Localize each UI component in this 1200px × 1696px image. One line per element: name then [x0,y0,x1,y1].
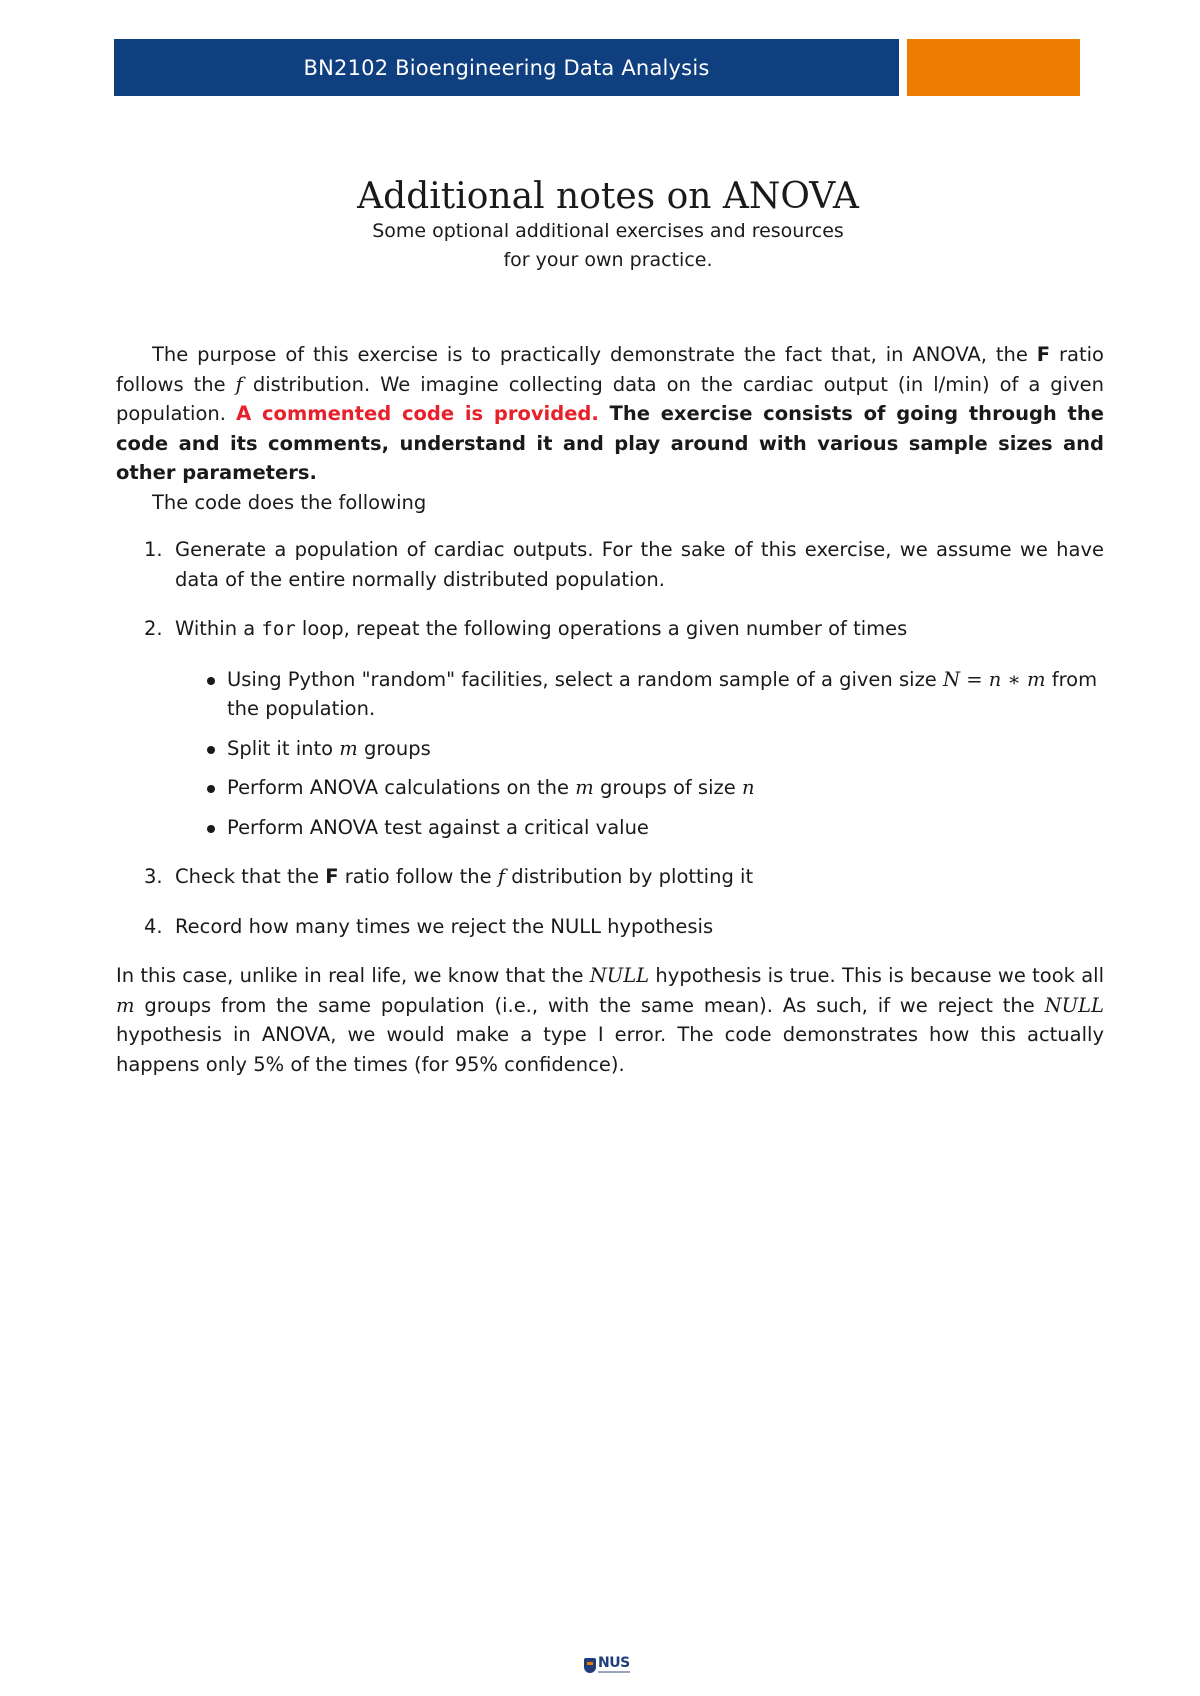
step-text [175,614,1104,645]
intro-text-2: ratio follows the [116,343,1104,396]
list-item [116,535,1104,594]
sub-step-text: groups [357,736,431,760]
subtitle-line-2: for your own practice. [503,249,713,271]
step-text-part: Check that the [175,865,326,888]
f-distribution-symbol: f [235,372,243,396]
intro-text-1: The purpose of this exercise is to practically demonstrate the fact that, in ANOVA, the [152,343,1037,366]
intro-text-3: distribution. We imagine collecting data on the cardiac output (in l/min) of a given population. [116,372,1104,425]
nus-logo-underline [598,1671,630,1673]
step-number: 1. [144,538,163,561]
closing-text: hypothesis is true. This is because we took all [649,964,1104,987]
intro-paragraph [116,340,1104,488]
sub-step-text: Split it into [227,736,340,760]
list-item [116,912,1104,942]
sub-step-text: Perform ANOVA test against a critical value [227,815,649,839]
list-item [175,813,1104,843]
sub-step-text: groups of size [593,776,742,799]
closing-paragraph [116,961,1104,1079]
document-subtitle [0,217,1200,275]
bullet-icon [207,746,215,754]
list-item [175,734,1104,764]
nus-logo [584,1656,632,1678]
math-symbol: m [116,993,135,1017]
closing-text: hypothesis in ANOVA, we would make a type I error. The code demonstrates how this actually happens only 5% of the times (for 95% confidence). [116,1023,1104,1076]
document-title: Additional notes on ANOVA [357,176,859,217]
step-text-part: distribution by plotting it [505,865,754,888]
sub-step-text: Perform ANOVA calculations on the [227,776,576,799]
bullet-icon [207,785,215,793]
course-banner [114,39,899,96]
code-provided-highlight: A commented code is provided. [236,402,599,425]
steps-lead: The code does the following [152,490,427,514]
orange-accent-block [907,39,1080,96]
closing-text: groups from the same population (i.e., with the same mean). As such, if we reject the [134,993,1045,1017]
exercise-instructions: The exercise consists of going through the code and its comments, understand it and play around with various sample sizes and other parameters. [116,402,1104,484]
list-item [116,862,1104,892]
nus-seal-icon [584,1658,596,1673]
step-text: Generate a population of cardiac outputs. For the sake of this exercise, we assume we have data of the entire normally distributed population. [175,538,1104,591]
null-symbol: NULL [589,964,650,987]
nus-logo-text: NUS [598,1655,630,1671]
step-text-part: ratio follow the [338,865,498,888]
course-title: BN2102 Bioengineering Data Analysis [303,55,710,80]
document-body [116,340,1104,1079]
subtitle-line-1: Some optional additional exercises and resources [372,220,844,242]
f-distribution-symbol: f [497,865,506,888]
list-item [116,614,1104,842]
math-symbol: m [339,736,358,760]
sub-step-text: from the population. [227,667,1098,720]
sub-steps-list [175,665,1104,843]
sample-size-formula: N = n ∗ m [943,667,1046,691]
list-item [175,665,1104,724]
for-keyword: for [261,618,296,640]
sub-step-text: Using Python "random" facilities, select a random sample of a given size [227,667,943,691]
bullet-icon [207,677,215,685]
math-symbol: n [741,776,755,799]
step-text-part: Within a [175,617,262,640]
step-number: 3. [144,865,163,888]
steps-list [116,535,1104,941]
step-text: Record how many times we reject the NULL hypothesis [175,914,714,938]
step-number: 2. [144,617,163,640]
step-text-part: loop, repeat the following operations a given number of times [295,617,908,640]
bullet-icon [207,825,215,833]
f-ratio-symbol: F [325,865,339,888]
math-symbol: m [575,776,594,799]
null-symbol: NULL [1044,993,1104,1017]
step-text [175,862,1104,892]
closing-text: In this case, unlike in real life, we know that the [116,964,590,987]
step-number: 4. [144,914,163,938]
list-item [175,773,1104,803]
f-ratio-symbol: F [1036,343,1051,366]
